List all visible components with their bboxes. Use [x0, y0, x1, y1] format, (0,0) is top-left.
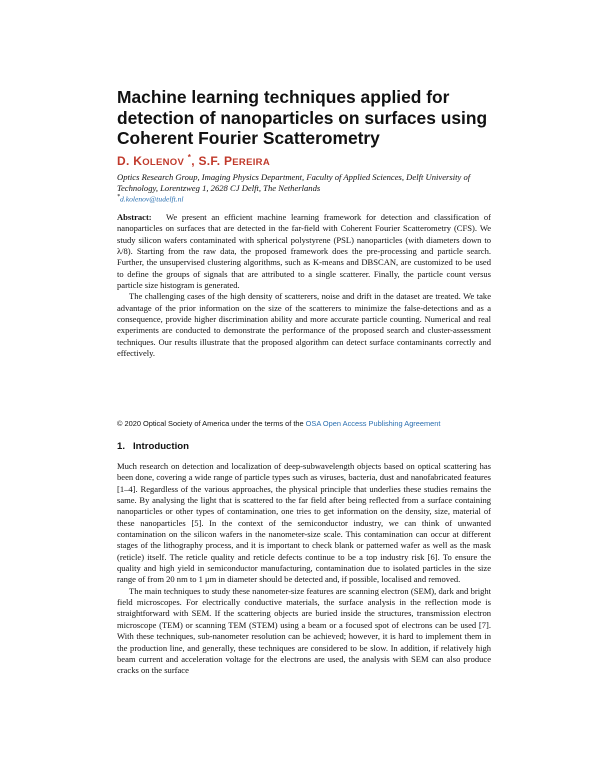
copyright-text: © 2020 Optical Society of America under the terms of the [117, 419, 306, 428]
author-2 [198, 154, 270, 168]
email-marker: * [117, 194, 120, 200]
abstract-paragraph-1 [117, 212, 491, 291]
author-2-surname-rest: EREIRA [232, 157, 270, 168]
corresponding-author-marker: * [187, 153, 192, 162]
body-paragraph-1: Much research on detection and localization of deep-subwavelength objects based on optical scattering has been done, covering a wide range of particle types such as viruses, bacteria, dust and nanofabricated features [1–4]. Regardless of the various approaches, the physical principle that underlies these studies remains the same. By analysing the light that is scattered to the far field after being reflected from a surface containing nanoparticles or other types of contamination, one tries to get information on the density, size, material of these nanoparticles [5]. In the context of the semiconductor industry, we can think of unwanted contamination on the silicon wafers in the nanometer-size scale. This contamination can occur at different stages of the lithography process, and it is important to check blank or patterned wafer as well as the mask (reticle) itself. The reticle quality and reticle defects continue to be a top industry risk [6]. To ensure the quality and high yield in semiconductor manufacturing, contamination due to isolated particles in the size range of from 20 nm to 1 μm in diameter should be detected and, if possible, localised and removed. [117, 461, 491, 585]
license-link[interactable]: OSA Open Access Publishing Agreement [305, 419, 441, 428]
body-text [117, 461, 491, 677]
section-heading [117, 441, 189, 452]
abstract [117, 212, 491, 359]
copyright-notice [117, 419, 517, 428]
author-separator: , [191, 154, 199, 168]
affiliation: Optics Research Group, Imaging Physics Department, Faculty of Applied Sciences, Delft University of Technology, Lorentzweg 1, 2628 CJ Delft, The Netherlands [117, 172, 471, 194]
author-list [117, 153, 270, 168]
author-2-initial: S.F. P [198, 154, 233, 168]
email-address[interactable]: d.kolenov@tudelft.nl [120, 194, 184, 204]
paper-title: Machine learning techniques applied for detection of nanoparticles on surfaces using Coherent Fourier Scatterometry [117, 87, 488, 148]
section-number: 1. [117, 441, 126, 452]
section-title: Introduction [133, 441, 189, 452]
abstract-label: Abstract: [117, 212, 152, 222]
body-paragraph-2: The main techniques to study these nanometer-size features are scanning electron (SEM), dark and bright field microscopes. For electrically conductive materials, the surface analysis in the reflection mode is straightforward with SEM. If the scattering objects are buried inside the structures, transmission electron microscope (TEM) or scanning TEM (STEM) using a beam or a focused spot of electrons can be used [7]. With these techniques, sub-nanometer resolution can be achieved; however, it is hard to implement them in the production line, and generally, these techniques are considered to be slow. In addition, if relatively high beam current and acceleration voltage for the electrons are used, the analysis with SEM can also produce cracks on the surface [117, 585, 491, 676]
contact-email[interactable] [117, 194, 184, 204]
author-1-initial: D. K [117, 154, 143, 168]
author-1 [117, 154, 184, 168]
abstract-text-1: We present an efficient machine learning framework for detection and classification of nanoparticles on surfaces that are detected in the far-field with Coherent Fourier Scatterometry (CFS). We study silicon wafers contaminated with spherical polystyrene (PSL) nanoparticles (with diameters down to λ/8). Starting from the raw data, the proposed framework does the pre-processing and particle search. Further, the unsupervised clustering algorithms, such as K-means and DBSCAN, are customized to be used to define the groups of signals that are attributed to a single scatterer. Finally, the particle count versus particle size histogram is generated. [117, 212, 491, 291]
author-1-surname-rest: OLENOV [142, 157, 185, 168]
abstract-paragraph-2: The challenging cases of the high density of scatterers, noise and drift in the dataset are treated. We take advantage of the prior information on the size of the scatterers to minimize the false-detections and as a consequence, provide higher discrimination ability and more accurate particle counting. Numerical and real experiments are conducted to demonstrate the performance of the proposed search and cluster-assessment techniques. Our results illustrate that the proposed algorithm can detect surface contaminants correctly and effectively. [117, 291, 491, 359]
